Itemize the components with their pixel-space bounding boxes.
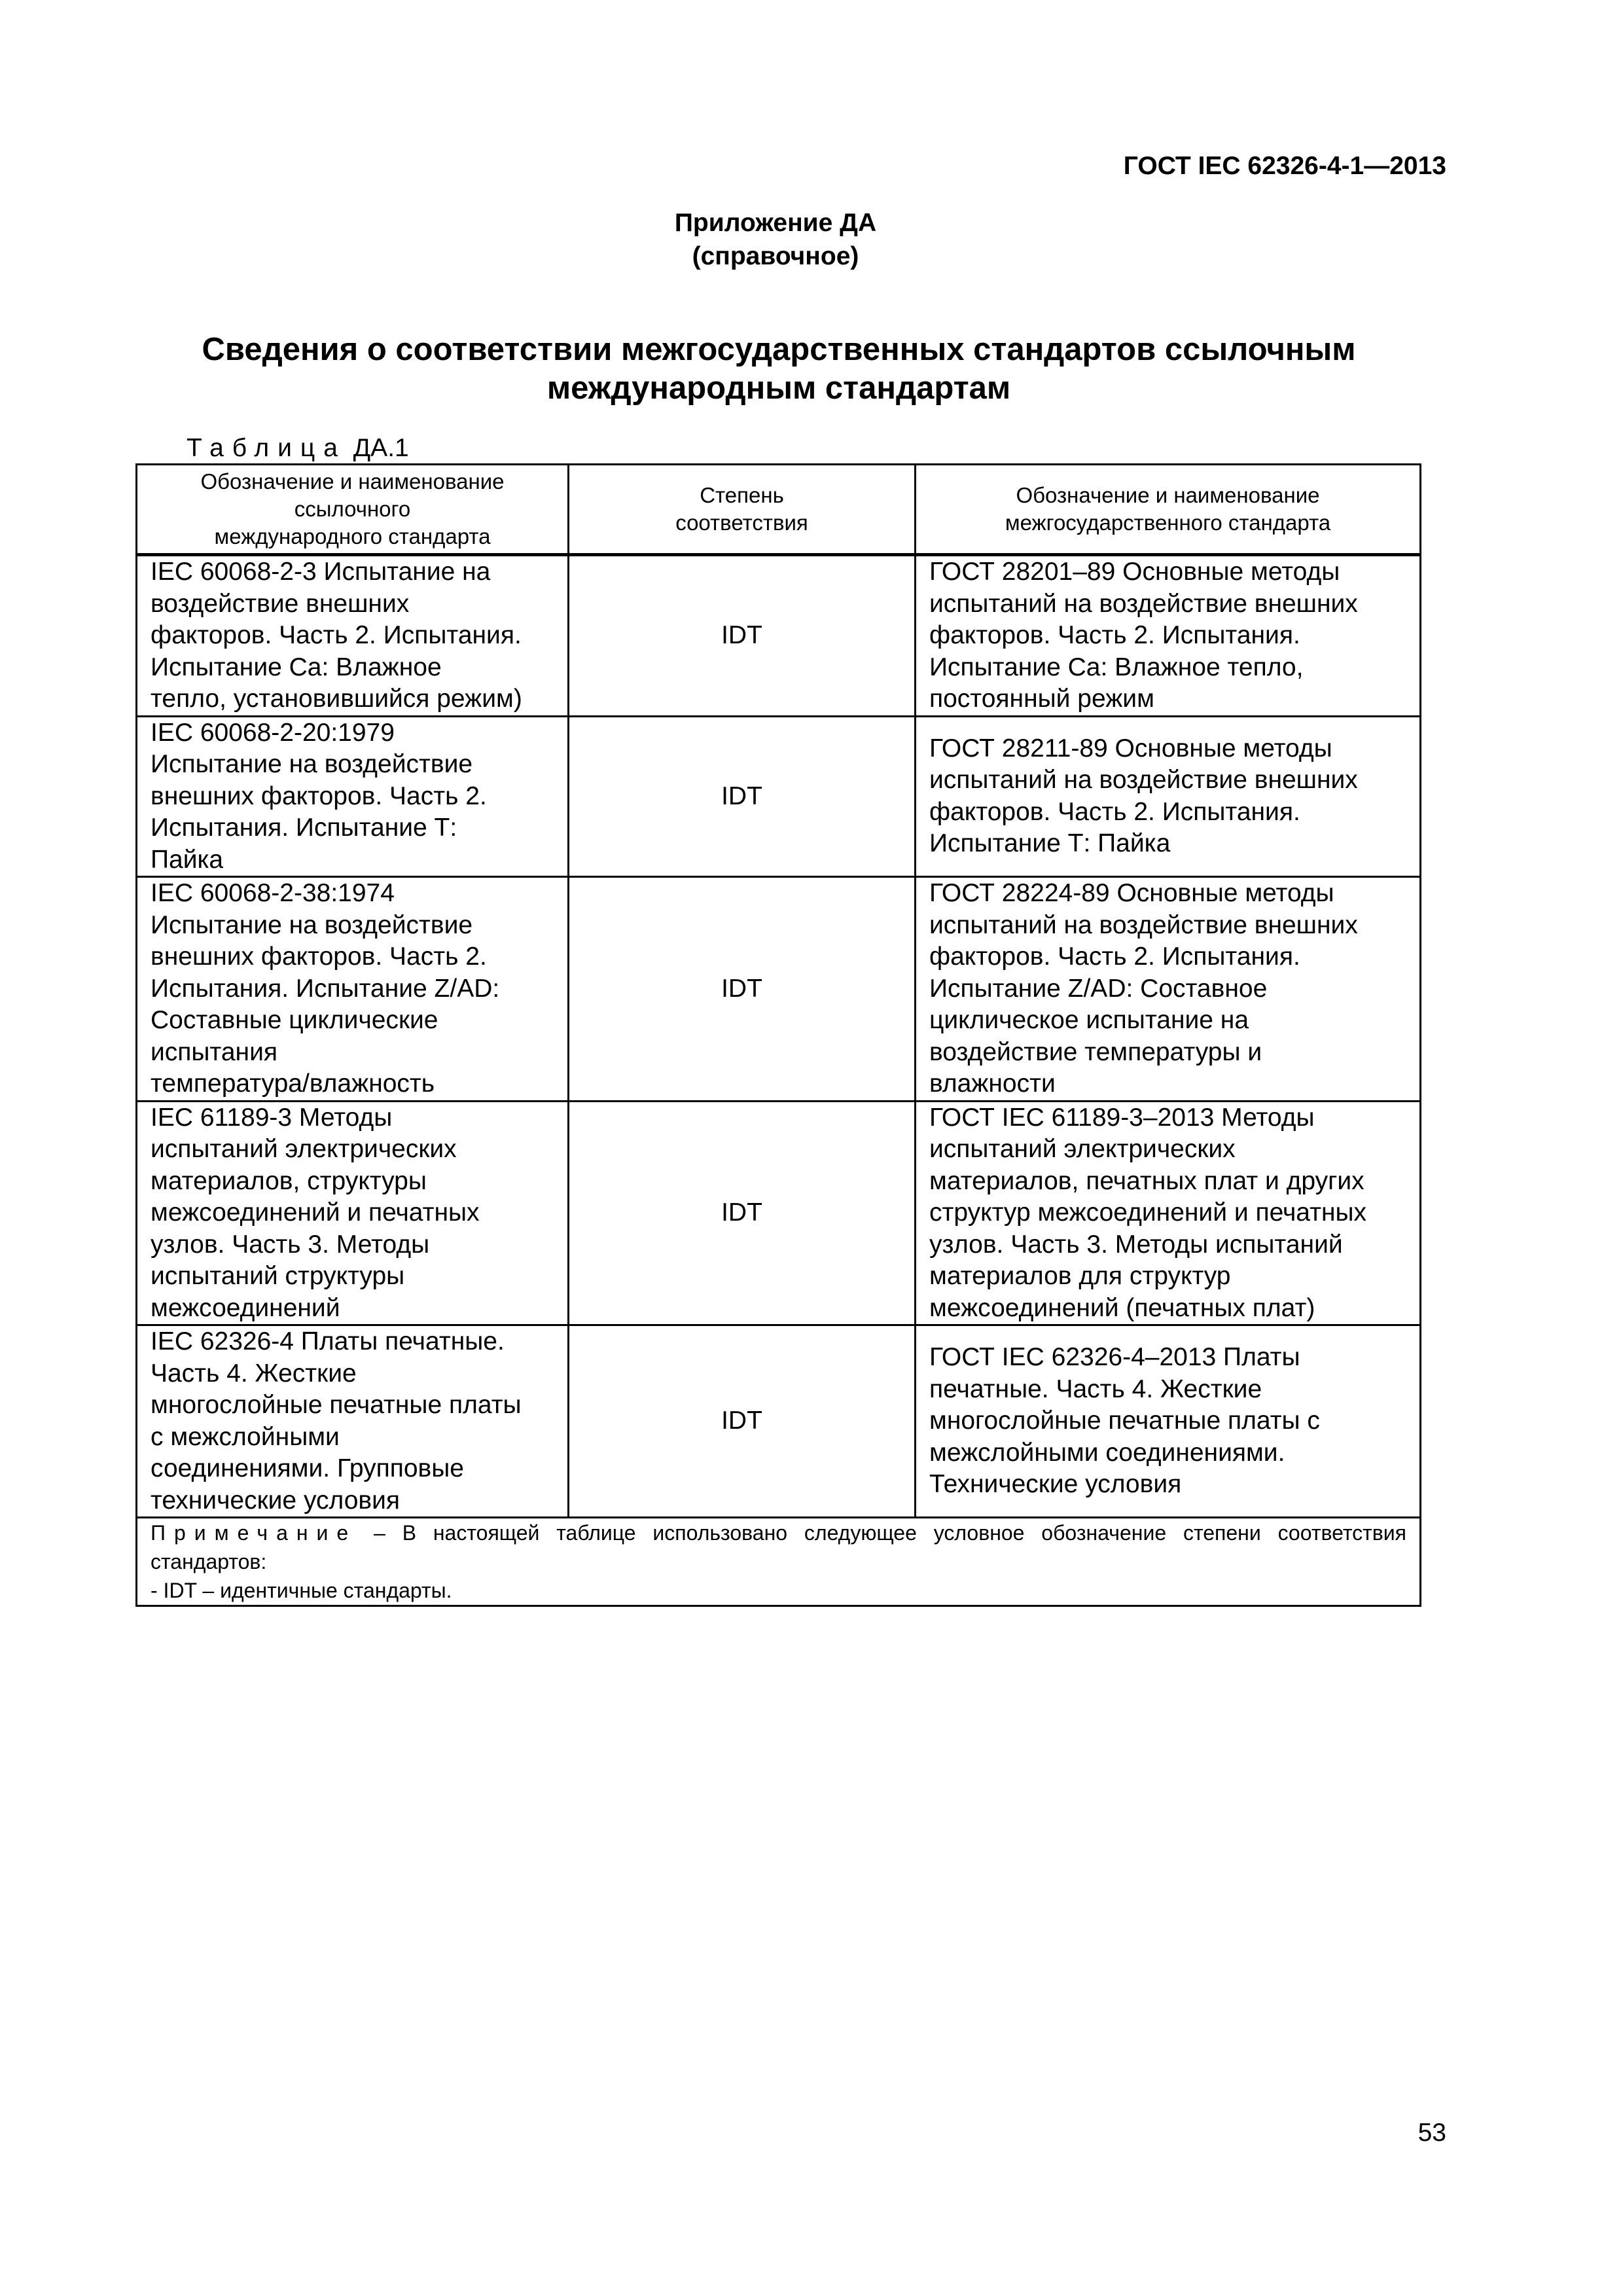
table-row	[137, 716, 1421, 877]
degree-cell: IDT	[569, 716, 916, 877]
interstate-standard-cell: ГОСТ 28224-89 Основные методы испытаний на воздействие внешних факторов. Часть 2. Испытания. Испытание Z/AD: Составное циклическое испытание на воздействие температуры и влажности	[916, 877, 1421, 1102]
standards-table	[135, 463, 1421, 1607]
degree-cell: IDT	[569, 877, 916, 1102]
interstate-standard-cell: ГОСТ 28211-89 Основные методы испытаний на воздействие внешних факторов. Часть 2. Испытания. Испытание Т: Пайка	[916, 716, 1421, 877]
table-note-row	[137, 1518, 1421, 1606]
note-text: – В настоящей таблице использовано следующее условное обозначение степени соответствия стандартов:	[151, 1521, 1407, 1573]
column-header-degree: Степень соответствия	[569, 465, 916, 555]
column-header-international: Обозначение и наименование ссылочного международного стандарта	[137, 465, 569, 555]
page-title	[131, 331, 1427, 408]
appendix-subtitle: (справочное)	[692, 242, 859, 270]
note-label: Примечание	[151, 1521, 357, 1545]
page-title-line: Сведения о соответствии межгосударственных стандартов ссылочным	[202, 332, 1356, 367]
international-standard-cell: IEC 60068-2-20:1979 Испытание на воздействие внешних факторов. Часть 2. Испытания. Испытание Т: Пайка	[137, 716, 569, 877]
table-caption-number: ДА.1	[353, 434, 409, 462]
interstate-standard-cell: ГОСТ IEC 62326-4–2013 Платы печатные. Часть 4. Жесткие многослойные печатные платы с межслойными соединениями. Технические условия	[916, 1325, 1421, 1518]
table-caption	[187, 432, 409, 465]
international-standard-cell: IEC 60068-2-38:1974 Испытание на воздействие внешних факторов. Часть 2. Испытания. Испытание Z/AD: Составные циклические испытания температура/влажность	[137, 877, 569, 1102]
page-title-line: международным стандартам	[546, 370, 1011, 406]
table-row	[137, 877, 1421, 1102]
table-row	[137, 1325, 1421, 1518]
column-header-interstate: Обозначение и наименование межгосударственного стандарта	[916, 465, 1421, 555]
appendix-heading	[0, 206, 1551, 273]
interstate-standard-cell: ГОСТ 28201–89 Основные методы испытаний на воздействие внешних факторов. Часть 2. Испытания. Испытание Ca: Влажное тепло, постоянный режим	[916, 555, 1421, 717]
degree-cell: IDT	[569, 1325, 916, 1518]
international-standard-cell: IEC 62326-4 Платы печатные. Часть 4. Жесткие многослойные печатные платы с межслойными соединениями. Групповые технические условия	[137, 1325, 569, 1518]
note-item: - IDT – идентичные стандарты.	[151, 1579, 452, 1602]
table-note	[137, 1518, 1421, 1606]
international-standard-cell: IEC 60068-2-3 Испытание на воздействие внешних факторов. Часть 2. Испытания. Испытание Ca: Влажное тепло, установившийся режим)	[137, 555, 569, 717]
degree-cell: IDT	[569, 555, 916, 717]
page-number: 53	[1418, 2119, 1446, 2147]
degree-cell: IDT	[569, 1101, 916, 1325]
interstate-standard-cell: ГОСТ IEC 61189-3–2013 Методы испытаний электрических материалов, печатных плат и других структур межсоединений и печатных узлов. Часть 3. Методы испытаний материалов для структур межсоединений (печатных плат)	[916, 1101, 1421, 1325]
table-row	[137, 1101, 1421, 1325]
table-row	[137, 555, 1421, 717]
table-header-row	[137, 465, 1421, 555]
international-standard-cell: IEC 61189-3 Методы испытаний электрических материалов, структуры межсоединений и печатных узлов. Часть 3. Методы испытаний структуры межсоединений	[137, 1101, 569, 1325]
document-code: ГОСТ IEC 62326-4-1—2013	[1123, 152, 1446, 180]
appendix-title: Приложение ДА	[674, 209, 877, 237]
table-caption-word: Таблица	[187, 434, 346, 462]
